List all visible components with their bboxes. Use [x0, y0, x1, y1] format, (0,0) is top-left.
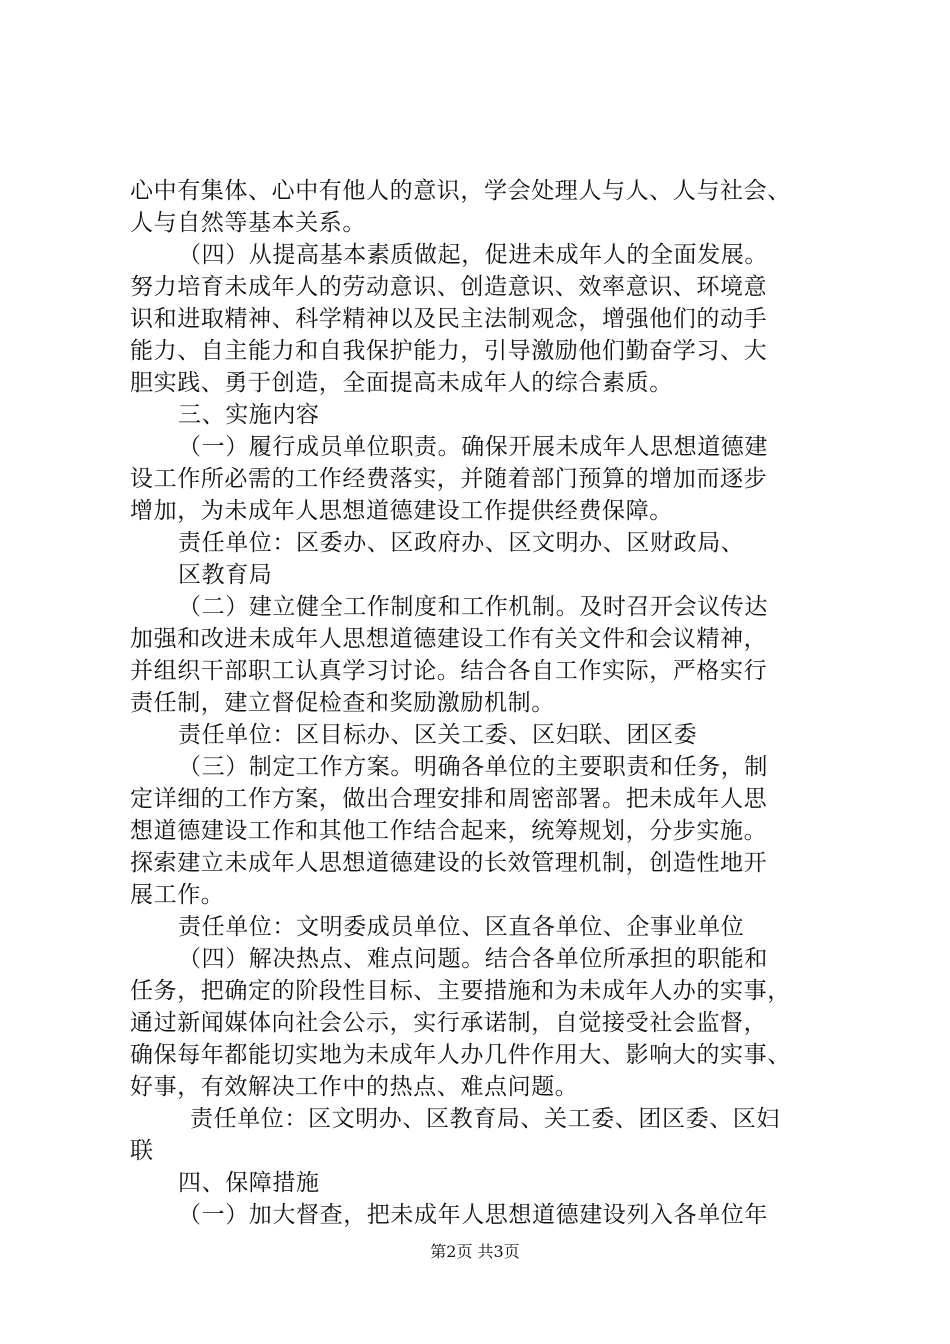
text-line: （三）制定工作方案。明确各单位的主要职责和任务，制 [178, 754, 768, 780]
text-line: 确保每年都能切实地为未成年人办几件作用大、影响大的实事、 [130, 1042, 791, 1068]
text-line: 识和进取精神、科学精神以及民主法制观念，增强他们的动手 [130, 306, 768, 332]
page-footer: 第2页 共3页 [430, 1242, 520, 1261]
text-line: 胆实践、勇于创造，全面提高未成年人的综合素质。 [130, 370, 673, 396]
section-heading: 三、实施内容 [178, 402, 320, 428]
text-line: 能力、自主能力和自我保护能力，引导激励他们勤奋学习、大 [130, 338, 768, 364]
text-line: 展工作。 [130, 882, 225, 908]
text-line: 努力培育未成年人的劳动意识、创造意识、效率意识、环境意 [130, 274, 768, 300]
text-line: 责任单位：区文明办、区教育局、关工委、团区委、区妇 [190, 1106, 780, 1132]
text-line: 想道德建设工作和其他工作结合起来，统筹规划，分步实施。 [130, 818, 768, 844]
text-line: 人与自然等基本关系。 [130, 210, 366, 236]
text-line: 责任单位：文明委成员单位、区直各单位、企事业单位 [178, 914, 745, 940]
text-line: （二）建立健全工作制度和工作机制。及时召开会议传达 [178, 594, 768, 620]
text-line: 责任单位：区目标办、区关工委、区妇联、团区委 [178, 722, 698, 748]
text-line: 通过新闻媒体向社会公示，实行承诺制，自觉接受社会监督， [130, 1010, 768, 1036]
text-line: （一）加大督查，把未成年人思想道德建设列入各单位年 [178, 1202, 768, 1228]
text-line: 心中有集体、心中有他人的意识，学会处理人与人、人与社会、 [130, 178, 791, 204]
text-line: 任务，把确定的阶段性目标、主要措施和为未成年人办的实事， [130, 978, 791, 1004]
text-line: 并组织干部职工认真学习讨论。结合各自工作实际，严格实行 [130, 658, 768, 684]
text-line: 增加，为未成年人思想道德建设工作提供经费保障。 [130, 498, 673, 524]
text-line: 联 [130, 1138, 154, 1164]
text-line: 区教育局 [178, 562, 273, 588]
text-line: 责任单位：区委办、区政府办、区文明办、区财政局、 [178, 530, 745, 556]
text-line: 责任制，建立督促检查和奖励激励机制。 [130, 690, 555, 716]
document-body [130, 175, 845, 1231]
text-line: 加强和改进未成年人思想道德建设工作有关文件和会议精神， [130, 626, 768, 652]
text-line: 好事，有效解决工作中的热点、难点问题。 [130, 1074, 579, 1100]
text-line: （一）履行成员单位职责。确保开展未成年人思想道德建 [178, 434, 768, 460]
text-line: 设工作所必需的工作经费落实，并随着部门预算的增加而逐步 [130, 466, 768, 492]
text-line: 定详细的工作方案，做出合理安排和周密部署。把未成年人思 [130, 786, 768, 812]
section-heading: 四、保障措施 [178, 1170, 320, 1196]
text-line: （四）从提高基本素质做起，促进未成年人的全面发展。 [178, 242, 768, 268]
text-line: 探索建立未成年人思想道德建设的长效管理机制，创造性地开 [130, 850, 768, 876]
text-line: （四）解决热点、难点问题。结合各单位所承担的职能和 [178, 946, 768, 972]
